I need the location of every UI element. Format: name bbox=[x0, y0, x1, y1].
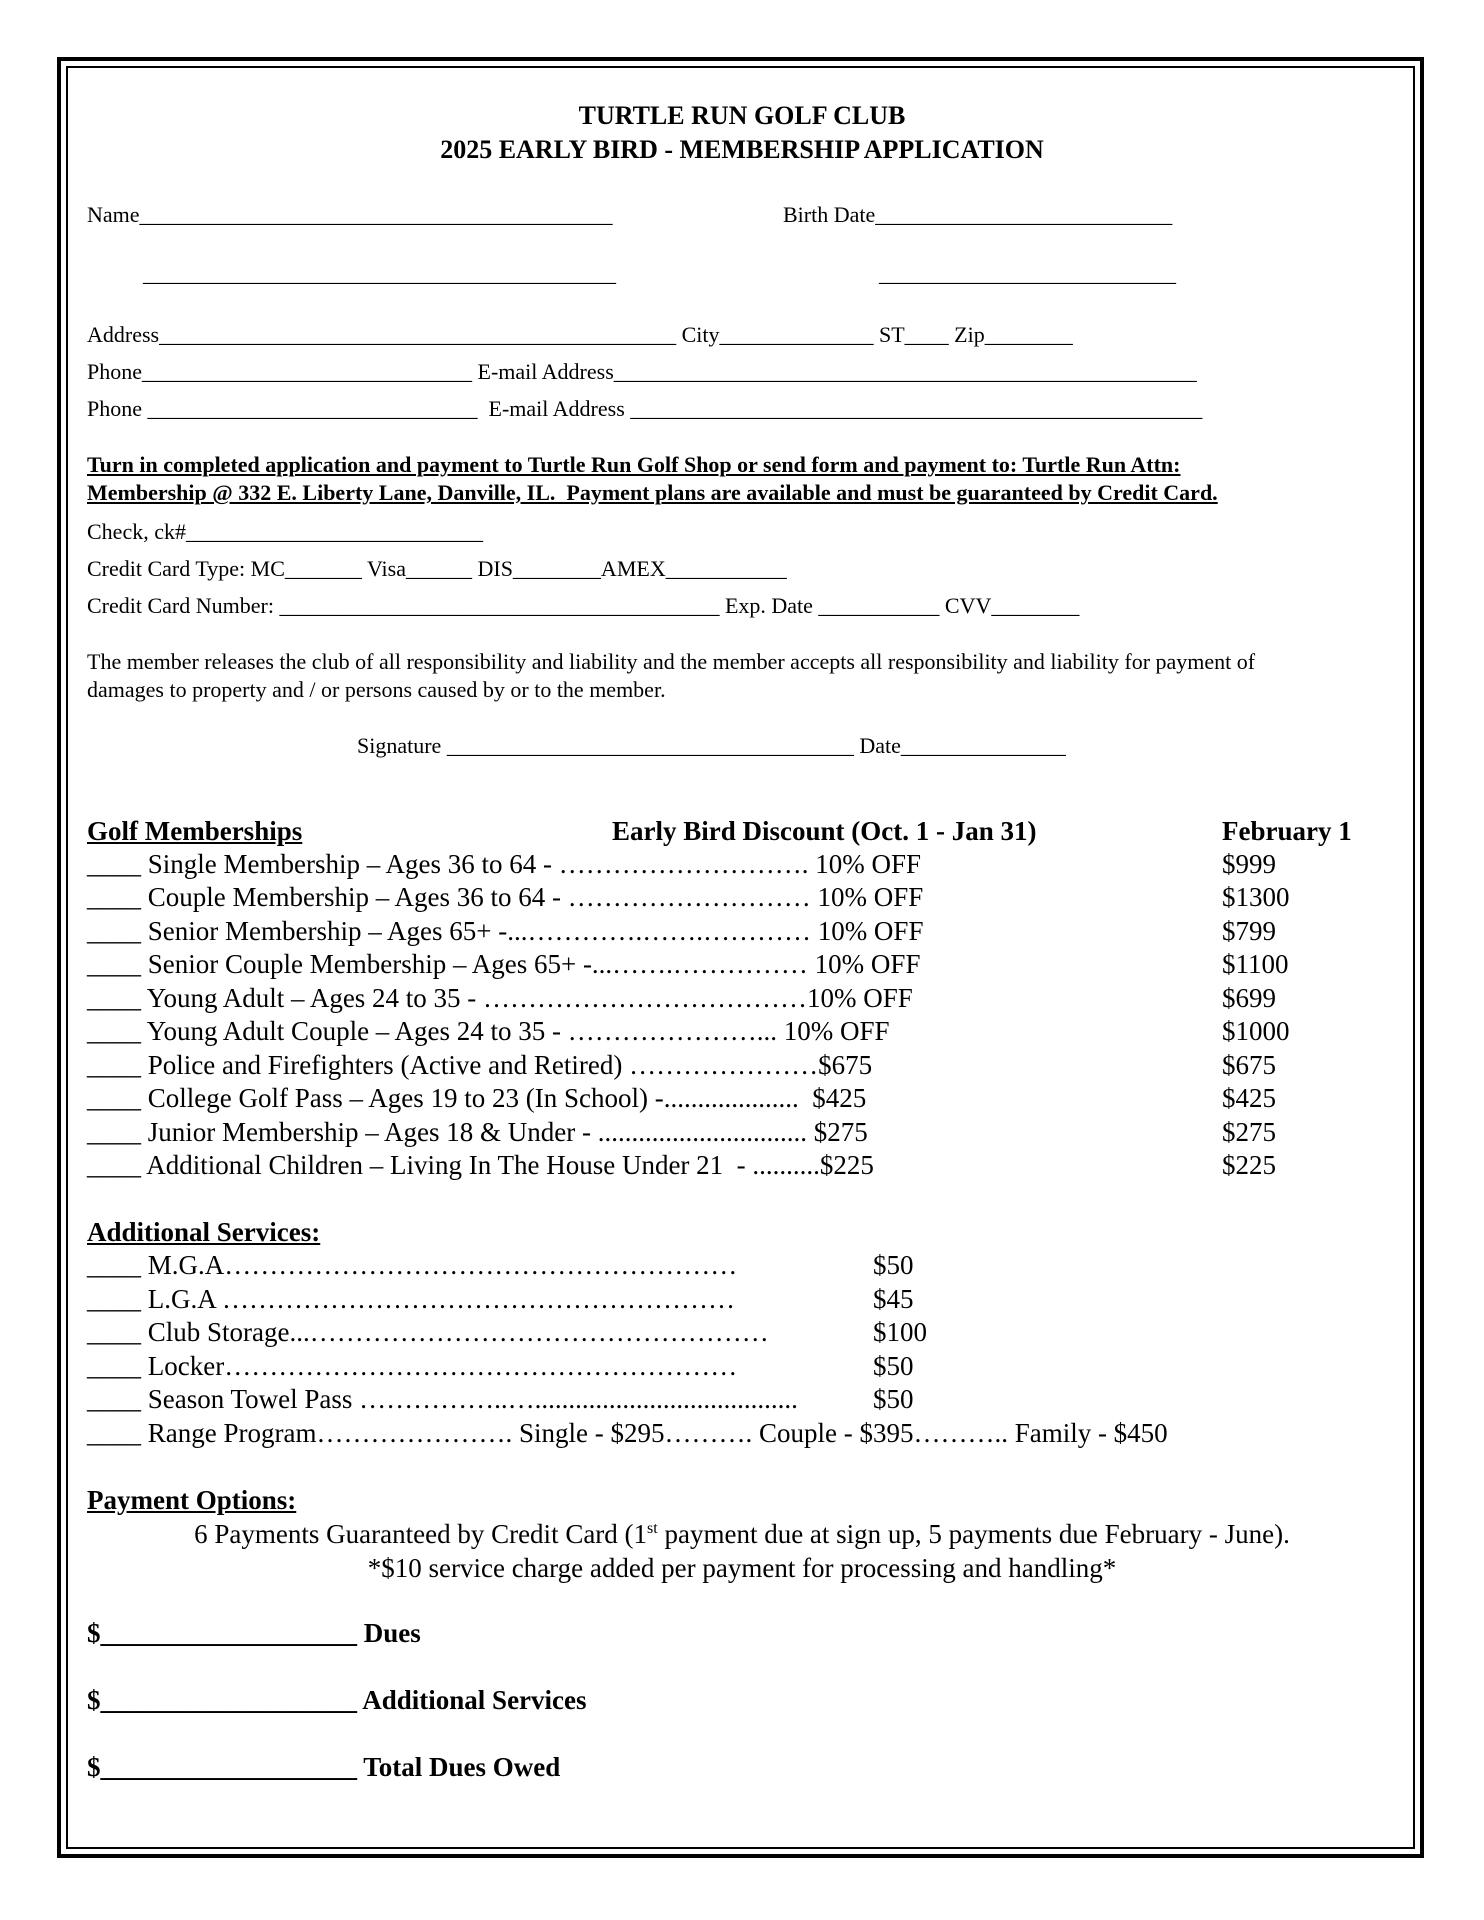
additional-services-total-line[interactable]: $___________________ Additional Services bbox=[87, 1685, 587, 1715]
service-row[interactable]: ____ Season Towel Pass ……………..…....................................... bbox=[87, 1384, 798, 1414]
membership-feb-price: $275 bbox=[1222, 1117, 1276, 1147]
name-field-2[interactable]: ___________________________________________ bbox=[143, 261, 616, 286]
golf-memberships-heading: Golf Memberships bbox=[87, 816, 303, 846]
birth-date-field-2[interactable]: ___________________________ bbox=[879, 261, 1176, 286]
name-field[interactable]: Name___________________________________________ bbox=[87, 202, 613, 227]
club-name: TURTLE RUN GOLF CLUB bbox=[578, 101, 906, 130]
additional-services-heading: Additional Services: bbox=[87, 1217, 321, 1247]
membership-row[interactable]: ____ Additional Children – Living In The House Under 21 - ..........$225 bbox=[87, 1150, 874, 1180]
service-price: $100 bbox=[873, 1317, 927, 1347]
membership-row[interactable]: ____ Senior Membership – Ages 65+ -...………….…….………… 10% OFF bbox=[87, 916, 924, 946]
membership-feb-price: $999 bbox=[1222, 849, 1276, 879]
birth-date-field[interactable]: Birth Date___________________________ bbox=[783, 202, 1173, 227]
membership-feb-price: $425 bbox=[1222, 1083, 1276, 1113]
membership-feb-price: $675 bbox=[1222, 1050, 1276, 1080]
instructions-line-2: Membership @ 332 E. Liberty Lane, Danville, IL. Payment plans are available and must be guaranteed by Credit Card. bbox=[87, 480, 1218, 505]
credit-card-number-line[interactable]: Credit Card Number: ________________________________________ Exp. Date ___________ CVV________ bbox=[87, 593, 1080, 618]
membership-feb-price: $799 bbox=[1222, 916, 1276, 946]
payment-options-heading: Payment Options: bbox=[87, 1485, 297, 1515]
february-heading: February 1 bbox=[1222, 816, 1352, 846]
membership-feb-price: $1000 bbox=[1222, 1016, 1290, 1046]
service-row[interactable]: ____ L.G.A ………………………………………………… bbox=[87, 1284, 735, 1314]
check-number-field[interactable]: Check, ck#___________________________ bbox=[87, 519, 483, 544]
service-price: $50 bbox=[873, 1351, 914, 1381]
membership-row[interactable]: ____ Young Adult Couple – Ages 24 to 35 - …………………... 10% OFF bbox=[87, 1016, 890, 1046]
signature-line[interactable]: Signature _____________________________________ Date_______________ bbox=[357, 733, 1066, 758]
phone-email-line-1[interactable]: Phone______________________________ E-mail Address_____________________________________________________ bbox=[87, 359, 1197, 384]
membership-feb-price: $225 bbox=[1222, 1150, 1276, 1180]
address-line[interactable]: Address_______________________________________________ City______________ ST____ Zip________ bbox=[87, 322, 1073, 347]
service-price: $50 bbox=[873, 1250, 914, 1280]
service-row[interactable]: ____ Club Storage...…………………………………………… bbox=[87, 1317, 769, 1347]
membership-row[interactable]: ____ Single Membership – Ages 36 to 64 - ………………………. 10% OFF bbox=[87, 849, 921, 879]
membership-row[interactable]: ____ Junior Membership – Ages 18 & Under - ............................... $275 bbox=[87, 1117, 868, 1147]
membership-feb-price: $1100 bbox=[1222, 949, 1289, 979]
dues-total-line[interactable]: $___________________ Dues bbox=[87, 1618, 421, 1648]
payment-plan-line: 6 Payments Guaranteed by Credit Card (1st payment due at sign up, 5 payments due February - June). bbox=[194, 1519, 1290, 1549]
service-row[interactable]: ____ Locker………………………………………………… bbox=[87, 1351, 738, 1381]
membership-row[interactable]: ____ Senior Couple Membership – Ages 65+ -...…….…………… 10% OFF bbox=[87, 949, 921, 979]
credit-card-type-line[interactable]: Credit Card Type: MC_______ Visa______ DIS________AMEX___________ bbox=[87, 556, 787, 581]
service-price: $50 bbox=[873, 1384, 914, 1414]
service-charge-note: *$10 service charge added per payment for processing and handling* bbox=[367, 1553, 1117, 1583]
form-title: 2025 EARLY BIRD - MEMBERSHIP APPLICATION bbox=[440, 135, 1044, 164]
membership-row[interactable]: ____ Couple Membership – Ages 36 to 64 - ……………………… 10% OFF bbox=[87, 882, 924, 912]
membership-row[interactable]: ____ Police and Firefighters (Active and Retired) …………………$675 bbox=[87, 1050, 873, 1080]
phone-email-line-2[interactable]: Phone ______________________________ E-mail Address ____________________________________________________ bbox=[87, 396, 1203, 421]
total-dues-owed-line[interactable]: $___________________ Total Dues Owed bbox=[87, 1752, 561, 1782]
service-row[interactable]: ____ M.G.A………………………………………………… bbox=[87, 1250, 738, 1280]
membership-row[interactable]: ____ College Golf Pass – Ages 19 to 23 (In School) -.................... $425 bbox=[87, 1083, 867, 1113]
service-price: $45 bbox=[873, 1284, 914, 1314]
membership-feb-price: $1300 bbox=[1222, 882, 1290, 912]
range-program-row[interactable]: ____ Range Program…………………. Single - $295………. Couple - $395……….. Family - $450 bbox=[87, 1418, 1168, 1448]
membership-feb-price: $699 bbox=[1222, 983, 1276, 1013]
early-bird-heading: Early Bird Discount (Oct. 1 - Jan 31) bbox=[612, 816, 1037, 846]
release-text-line-2: damages to property and / or persons caused by or to the member. bbox=[87, 677, 666, 702]
release-text-line-1: The member releases the club of all responsibility and liability and the member accepts all responsibility and liability for payment of bbox=[87, 649, 1256, 674]
superscript-st: st bbox=[647, 1520, 658, 1537]
membership-row[interactable]: ____ Young Adult – Ages 24 to 35 - ………………………………10% OFF bbox=[87, 983, 913, 1013]
instructions-line-1: Turn in completed application and payment to Turtle Run Golf Shop or send form and payment to: Turtle Run Attn: bbox=[87, 452, 1181, 477]
